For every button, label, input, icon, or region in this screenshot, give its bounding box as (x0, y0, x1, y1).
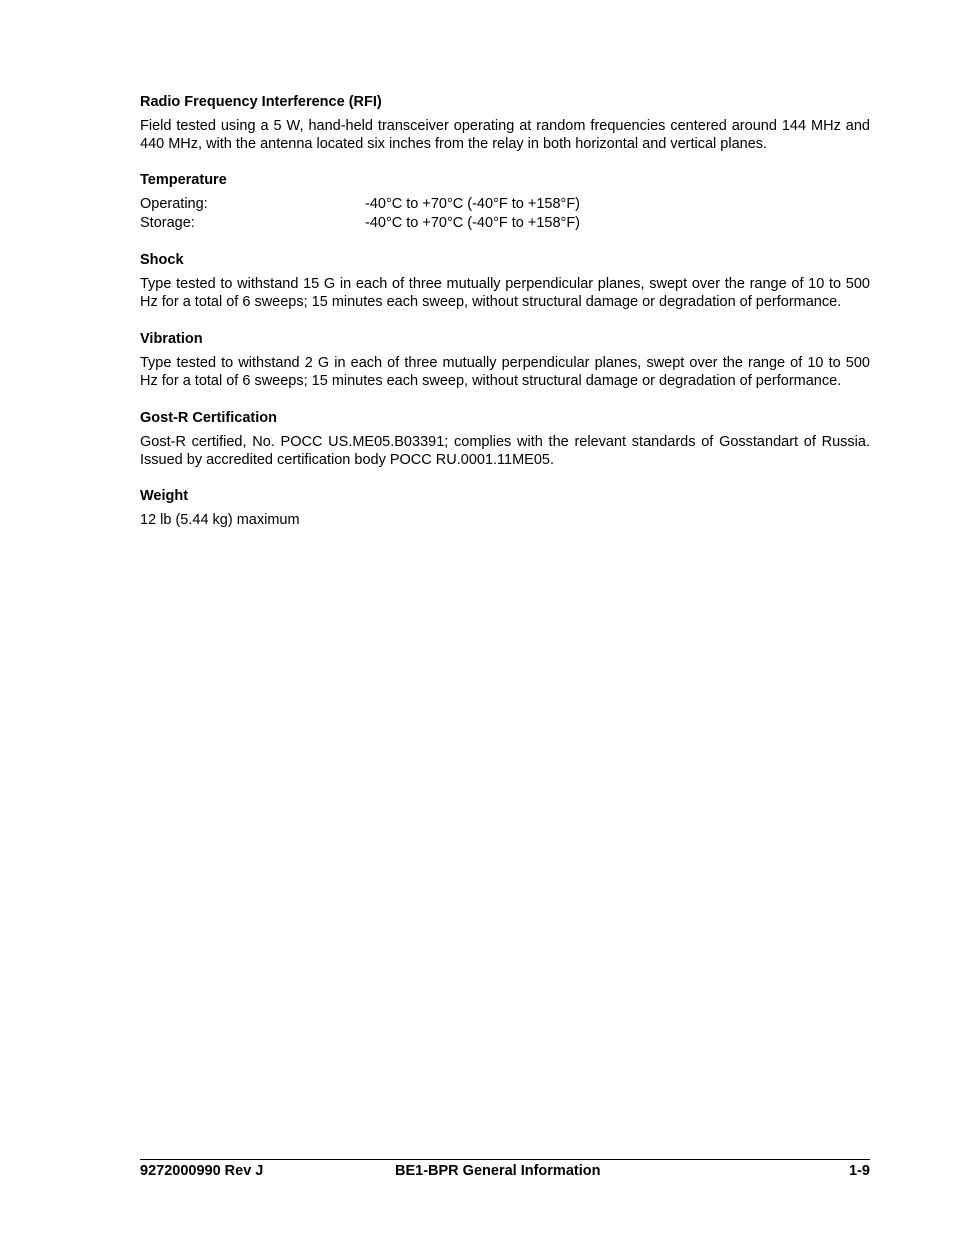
temperature-row-operating (140, 195, 870, 214)
temperature-operating-value: -40°C to +70°C (-40°F to +158°F) (365, 196, 581, 212)
section-shock (140, 251, 870, 311)
footer-page-number: 1-9 (849, 1163, 870, 1179)
temperature-row-storage (140, 214, 870, 233)
shock-heading: Shock (140, 252, 184, 268)
section-gost-r (140, 409, 870, 469)
vibration-text: Type tested to withstand 2 G in each of three mutually perpendicular planes, swept over the range of 10 to 500 Hz for a total of 6 sweeps; 15 minutes each sweep, without structural damage or degradation of performance. (140, 355, 870, 389)
rfi-text: Field tested using a 5 W, hand-held transceiver operating at random frequencies centered around 144 MHz and 440 MHz, with the antenna located six inches from the relay in both horizontal and vertical planes. (140, 118, 870, 152)
section-vibration (140, 330, 870, 390)
footer-title: BE1-BPR General Information (395, 1163, 601, 1179)
document-body (140, 93, 870, 529)
footer-doc-number: 9272000990 Rev J (140, 1163, 264, 1179)
temperature-storage-label: Storage: (140, 215, 195, 231)
gost-heading: Gost-R Certification (140, 410, 277, 426)
vibration-heading: Vibration (140, 331, 203, 347)
temperature-heading: Temperature (140, 172, 227, 188)
temperature-storage-value: -40°C to +70°C (-40°F to +158°F) (365, 215, 581, 231)
temperature-operating-label: Operating: (140, 196, 208, 212)
shock-text: Type tested to withstand 15 G in each of three mutually perpendicular planes, swept over the range of 10 to 500 Hz for a total of 6 sweeps; 15 minutes each sweep, without structural damage or degradation of performance. (140, 276, 870, 310)
page-footer (140, 1159, 870, 1179)
weight-heading: Weight (140, 488, 189, 504)
rfi-heading: Radio Frequency Interference (RFI) (140, 94, 382, 110)
weight-text: 12 lb (5.44 kg) maximum (140, 512, 300, 528)
section-weight (140, 487, 870, 529)
section-rfi (140, 93, 870, 153)
gost-text: Gost-R certified, No. POCC US.ME05.B03391; complies with the relevant standards of Gosstandart of Russia. Issued by accredited certification body POCC RU.0001.11ME05. (140, 434, 870, 468)
section-temperature (140, 171, 870, 233)
